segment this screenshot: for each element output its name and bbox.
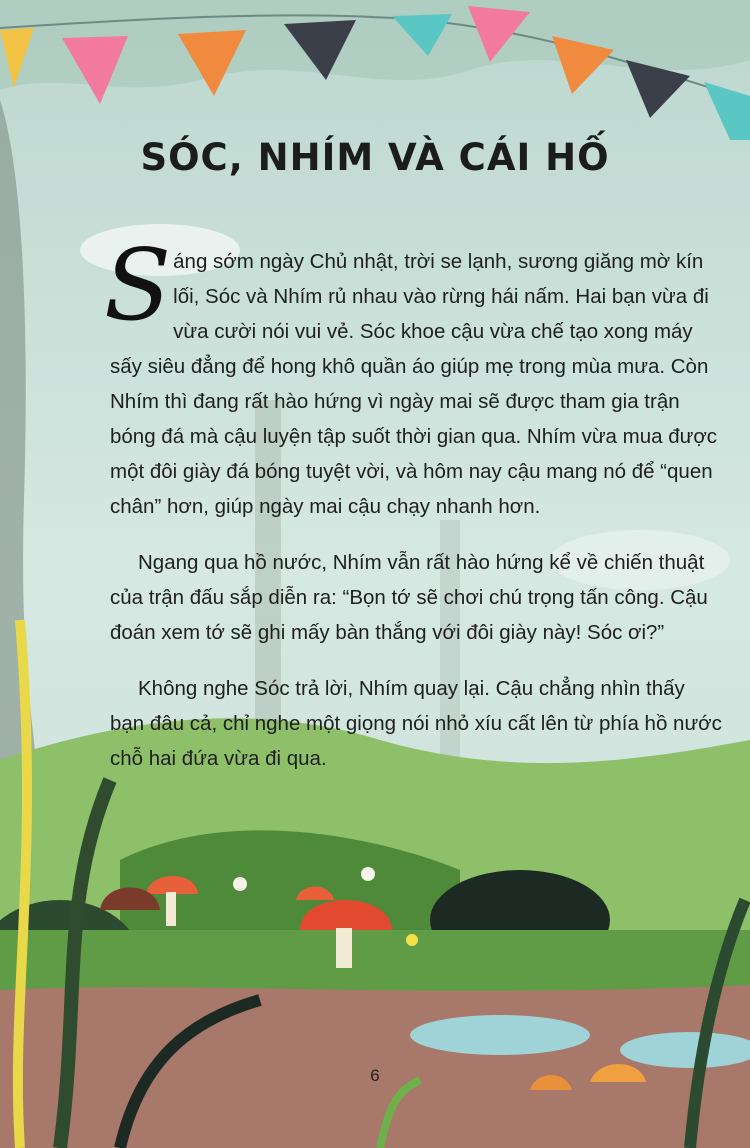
story-body: [104, 229, 722, 797]
paragraph-3: Không nghe Sóc trả lời, Nhím quay lại. Cậu chẳng nhìn thấy bạn đâu cả, chỉ nghe một giọng nói nhỏ xíu cất lên từ phía hồ nước chỗ hai đứa vừa đi qua.: [110, 677, 722, 770]
drop-cap: S: [104, 229, 172, 343]
page-number: 6: [370, 1066, 380, 1085]
paragraph-2: Ngang qua hồ nước, Nhím vẫn rất hào hứng kể về chiến thuật của trận đấu sắp diễn ra: “Bọn tớ sẽ chơi chú trọng tấn công. Cậu đoán xem tớ sẽ ghi mấy bàn thắng với đôi giày này! Sóc ơi?”: [110, 551, 708, 644]
paragraph-1-text: áng sớm ngày Chủ nhật, trời se lạnh, sương giăng mờ kín lối, Sóc và Nhím rủ nhau vào rừng hái nấm. Hai bạn vừa đi vừa cười nói vui vẻ. Sóc khoe cậu vừa chế tạo xong máy sấy siêu đẳng để hong khô quần áo giúp mẹ trong mùa mưa. Còn Nhím thì đang rất hào hứng vì ngày mai sẽ được tham gia trận bóng đá mà cậu luyện tập suốt thời gian qua. Nhím vừa mua được một đôi giày đá bóng tuyệt vời, và hôm nay cậu mang nó để “quen chân” hơn, giúp ngày mai cậu chạy nhanh hơn.: [110, 250, 718, 518]
paragraph-1: [104, 229, 722, 524]
story-title: SÓC, NHÍM VÀ CÁI HỐ: [140, 136, 610, 179]
